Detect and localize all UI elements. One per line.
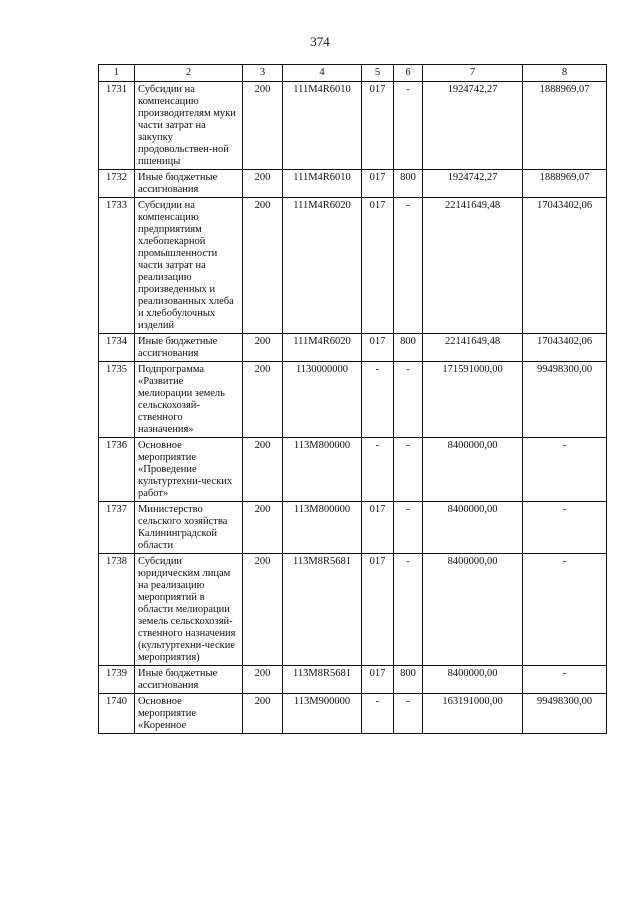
- row-col7: 22141649,48: [423, 334, 523, 362]
- row-col3: 200: [243, 666, 283, 694]
- row-col4: 113M8R5681: [283, 554, 362, 666]
- row-col5: -: [362, 694, 394, 734]
- row-col6: 800: [394, 334, 423, 362]
- row-col3: 200: [243, 334, 283, 362]
- row-col4: 113M800000: [283, 438, 362, 502]
- header-row: [99, 65, 607, 82]
- row-name: Иные бюджетные ассигнования: [135, 334, 243, 362]
- header-cell: 7: [423, 65, 523, 82]
- row-number: 1737: [99, 502, 135, 554]
- row-number: 1732: [99, 170, 135, 198]
- row-col5: 017: [362, 170, 394, 198]
- row-name: Субсидии на компенсацию предприятиям хлебопекарной промышленности части затрат на реализацию произведенных и реализованных хлеба и хлебобулочных изделий: [135, 198, 243, 334]
- row-col3: 200: [243, 554, 283, 666]
- row-number: 1736: [99, 438, 135, 502]
- header-cell: 4: [283, 65, 362, 82]
- row-name: Субсидии на компенсацию производителям муки части затрат на закупку продовольствен-ной пшеницы: [135, 82, 243, 170]
- table-row: [99, 362, 607, 438]
- row-name: Министерство сельского хозяйства Калининградской области: [135, 502, 243, 554]
- row-col4: 111M4R6020: [283, 198, 362, 334]
- page-number: 374: [310, 34, 330, 49]
- row-col7: 163191000,00: [423, 694, 523, 734]
- row-col4: 111M4R6020: [283, 334, 362, 362]
- row-col7: 22141649,48: [423, 198, 523, 334]
- row-col8: 17043402,06: [523, 198, 607, 334]
- table-row: [99, 694, 607, 734]
- table-row: [99, 666, 607, 694]
- row-col4: 111M4R6010: [283, 82, 362, 170]
- row-col8: -: [523, 438, 607, 502]
- table-row: [99, 334, 607, 362]
- row-col5: 017: [362, 198, 394, 334]
- row-col8: 99498300,00: [523, 362, 607, 438]
- row-col5: -: [362, 362, 394, 438]
- row-number: 1738: [99, 554, 135, 666]
- row-col6: -: [394, 438, 423, 502]
- row-name: Основное мероприятие «Коренное: [135, 694, 243, 734]
- row-col4: 113M8R5681: [283, 666, 362, 694]
- row-col7: 8400000,00: [423, 438, 523, 502]
- row-name: Подпрограмма «Развитие мелиорации земель сельскохозяй-ственного назначения»: [135, 362, 243, 438]
- row-col6: -: [394, 362, 423, 438]
- row-col3: 200: [243, 362, 283, 438]
- row-col4: 1130000000: [283, 362, 362, 438]
- row-col7: 1924742,27: [423, 82, 523, 170]
- row-name: Иные бюджетные ассигнования: [135, 666, 243, 694]
- row-col5: 017: [362, 334, 394, 362]
- header-cell: 3: [243, 65, 283, 82]
- row-col7: 8400000,00: [423, 502, 523, 554]
- row-col6: -: [394, 82, 423, 170]
- header-cell: 8: [523, 65, 607, 82]
- row-number: 1734: [99, 334, 135, 362]
- header-cell: 5: [362, 65, 394, 82]
- row-col8: -: [523, 502, 607, 554]
- row-col8: -: [523, 666, 607, 694]
- header-cell: 2: [135, 65, 243, 82]
- row-col7: 171591000,00: [423, 362, 523, 438]
- row-col3: 200: [243, 82, 283, 170]
- row-number: 1735: [99, 362, 135, 438]
- row-col8: 1888969,07: [523, 82, 607, 170]
- row-col3: 200: [243, 694, 283, 734]
- table-row: [99, 170, 607, 198]
- row-col7: 8400000,00: [423, 554, 523, 666]
- table-row: [99, 82, 607, 170]
- budget-table: [98, 64, 607, 734]
- row-col4: 113M900000: [283, 694, 362, 734]
- row-name: Основное мероприятие «Проведение культуртехни-ческих работ»: [135, 438, 243, 502]
- row-col6: 800: [394, 170, 423, 198]
- row-col3: 200: [243, 502, 283, 554]
- row-col6: -: [394, 694, 423, 734]
- row-name: Субсидии юридическим лицам на реализацию мероприятий в области мелиорации земель сельскохозяй-ственного назначения (культуртехни-ческие мероприятия): [135, 554, 243, 666]
- row-col6: 800: [394, 666, 423, 694]
- row-col3: 200: [243, 170, 283, 198]
- row-number: 1731: [99, 82, 135, 170]
- row-number: 1740: [99, 694, 135, 734]
- table-row: [99, 438, 607, 502]
- row-col5: 017: [362, 666, 394, 694]
- row-col4: 113M800000: [283, 502, 362, 554]
- row-col8: 17043402,06: [523, 334, 607, 362]
- row-number: 1733: [99, 198, 135, 334]
- row-col5: 017: [362, 82, 394, 170]
- row-name: Иные бюджетные ассигнования: [135, 170, 243, 198]
- table-row: [99, 198, 607, 334]
- table-row: [99, 554, 607, 666]
- header-cell: 6: [394, 65, 423, 82]
- row-col7: 8400000,00: [423, 666, 523, 694]
- row-col5: 017: [362, 502, 394, 554]
- row-col4: 111M4R6010: [283, 170, 362, 198]
- row-col6: -: [394, 198, 423, 334]
- row-col7: 1924742,27: [423, 170, 523, 198]
- row-col6: -: [394, 554, 423, 666]
- row-col8: -: [523, 554, 607, 666]
- row-col6: -: [394, 502, 423, 554]
- row-col8: 99498300,00: [523, 694, 607, 734]
- row-col5: 017: [362, 554, 394, 666]
- header-cell: 1: [99, 65, 135, 82]
- row-col3: 200: [243, 438, 283, 502]
- row-col5: -: [362, 438, 394, 502]
- row-col3: 200: [243, 198, 283, 334]
- table-row: [99, 502, 607, 554]
- row-number: 1739: [99, 666, 135, 694]
- row-col8: 1888969,07: [523, 170, 607, 198]
